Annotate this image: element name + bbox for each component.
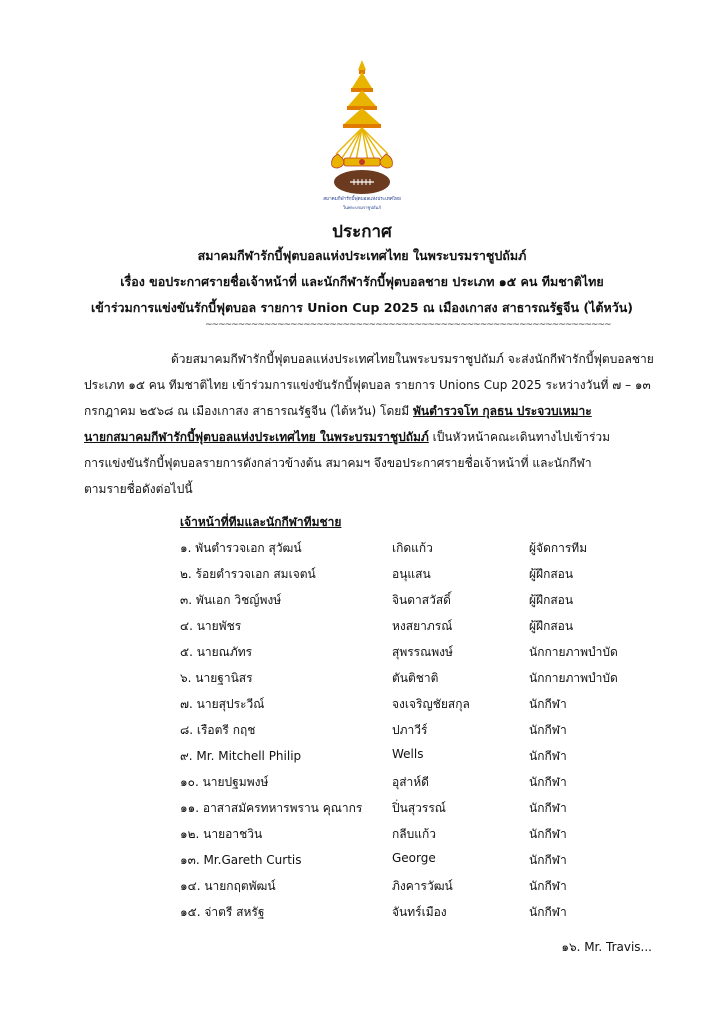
member-surname: เกิดแก้ว (392, 541, 433, 555)
subject-line-2: เข้าร่วมการแข่งขันรักบี้ฟุตบอล รายการ Union Cup 2025 ณ เมืองเกาสง สาธารณรัฐจีน (ไต้หวัน) (90, 300, 634, 315)
member-role: นักกีฬา (529, 827, 567, 841)
body-paragraph-line: ประเภท ๑๕ คน ทีมชาติไทย เข้าร่วมการแข่งขันรักบี้ฟุตบอล รายการ Unions Cup 2025 ระหว่างวันที่ ๗ – ๑๓ (84, 378, 651, 392)
body-paragraph-line: ด้วยสมาคมกีฬารักบี้ฟุตบอลแห่งประเทศไทยในพระบรมราชูปถัมภ์ จะส่งนักกีฬารักบี้ฟุตบอลชาย (171, 352, 654, 366)
member-surname: George (392, 851, 436, 865)
member-role: ผู้ฝึกสอน (529, 619, 574, 633)
roster-row (0, 747, 724, 765)
roster-row (0, 565, 724, 583)
roster-heading: เจ้าหน้าที่ทีมและนักกีฬาทีมชาย (180, 515, 342, 529)
member-role: นักกีฬา (529, 801, 567, 815)
association-logo (316, 58, 408, 216)
member-name: ๔. นายพัชร (180, 619, 242, 633)
member-surname: ตันติชาติ (392, 671, 439, 685)
member-role: นักกีฬา (529, 853, 567, 867)
body-paragraph-line (84, 403, 644, 419)
member-name: ๖. นายฐานิสร (180, 671, 253, 685)
member-surname: สุพรรณพงษ์ (392, 645, 453, 659)
member-surname: Wells (392, 747, 424, 761)
roster-row (0, 773, 724, 791)
member-role: ผู้ฝึกสอน (529, 593, 574, 607)
roster-row (0, 539, 724, 557)
body-text: กรกฎาคม ๒๕๖๘ ณ เมืองเกาสง สาธารณรัฐจีน (ไต้หวัน) โดยมี (84, 404, 414, 418)
leader-name: พันตำรวจโท กุลธน ประจวบเหมาะ (413, 404, 592, 418)
roster-row (0, 721, 724, 739)
header-divider: ~~~~~~~~~~~~~~~~~~~~~~~~~~~~~~~~~~~~~~~~~~~~~~~~~~~~~~~~~~~~~~ (205, 320, 611, 330)
svg-text:ในพระบรมราชูปถัมภ์: ในพระบรมราชูปถัมภ์ (343, 205, 381, 210)
member-name: ๑๓. Mr.Gareth Curtis (180, 853, 302, 867)
member-role: นักกีฬา (529, 775, 567, 789)
page-title: ประกาศ (332, 222, 392, 242)
member-name: ๑๑. อาสาสมัครทหารพราน คุณากร (180, 801, 363, 815)
roster-row (0, 591, 724, 609)
member-name: ๓. พันเอก วิชญ์พงษ์ (180, 593, 282, 607)
association-name: สมาคมกีฬารักบี้ฟุตบอลแห่งประเทศไทย ในพระบรมราชูปถัมภ์ (197, 248, 527, 263)
roster-row (0, 617, 724, 635)
member-surname: ปิ่นสุวรรณ์ (392, 801, 446, 815)
member-surname: กลีบแก้ว (392, 827, 436, 841)
member-name: ๒. ร้อยตำรวจเอก สมเจตน์ (180, 567, 316, 581)
roster-row (0, 799, 724, 817)
member-role: นักกีฬา (529, 879, 567, 893)
roster-row (0, 643, 724, 661)
body-text: เป็นหัวหน้าคณะเดินทางไปเข้าร่วม (428, 430, 611, 444)
crest-icon (316, 58, 408, 216)
subject-line: เรื่อง ขอประกาศรายชื่อเจ้าหน้าที่ และนักกีฬารักบี้ฟุตบอลชาย ประเภท ๑๕ คน ทีมชาติไทย (120, 274, 604, 289)
member-role: ผู้ฝึกสอน (529, 567, 574, 581)
leader-title: นายกสมาคมกีฬารักบี้ฟุตบอลแห่งประเทศไทย ในพระบรมราชูปถัมภ์ (84, 430, 429, 444)
member-surname: หงสยาภรณ์ (392, 619, 453, 633)
body-paragraph-line: ตามรายชื่อดังต่อไปนี้ (84, 482, 193, 496)
member-surname: ปภาวีร์ (392, 723, 428, 737)
member-surname: ภิงคารวัฒน์ (392, 879, 453, 893)
member-name: ๑๔. นายกฤตพัฒน์ (180, 879, 276, 893)
member-surname: จินดาสวัสดิ์ (392, 593, 451, 607)
member-role: นักกีฬา (529, 905, 567, 919)
roster-row (0, 903, 724, 921)
member-role: ผู้จัดการทีม (529, 541, 588, 555)
roster-row (0, 695, 724, 713)
member-surname: อนุแสน (392, 567, 431, 581)
member-surname: จันทร์เมือง (392, 905, 447, 919)
member-surname: อุส่าห์ดี (392, 775, 429, 789)
member-role: นักกายภาพบำบัด (529, 645, 618, 659)
member-name: ๑๐. นายปฐมพงษ์ (180, 775, 269, 789)
member-role: นักกีฬา (529, 697, 567, 711)
member-name: ๕. นายณภัทร (180, 645, 253, 659)
body-paragraph-line: การแข่งขันรักบี้ฟุตบอลรายการดังกล่าวข้างต้น สมาคมฯ จึงขอประกาศรายชื่อเจ้าหน้าที่ และนักกีฬา (84, 456, 592, 470)
svg-text:สมาคมกีฬารักบี้ฟุตบอลแห่งประเท: สมาคมกีฬารักบี้ฟุตบอลแห่งประเทศไทย (323, 197, 401, 202)
continued-marker: ๑๖. Mr. Travis... (561, 940, 652, 954)
member-role: นักกายภาพบำบัด (529, 671, 618, 685)
member-role: นักกีฬา (529, 749, 567, 763)
member-name: ๑๕. จ่าตรี สหรัฐ (180, 905, 265, 919)
member-name: ๙. Mr. Mitchell Philip (180, 749, 302, 763)
roster-row (0, 669, 724, 687)
roster-row (0, 877, 724, 895)
member-name: ๘. เรือตรี กฤช (180, 723, 256, 737)
member-surname: จงเจริญชัยสกุล (392, 697, 470, 711)
member-name: ๗. นายสุประวีณ์ (180, 697, 265, 711)
roster-row (0, 851, 724, 869)
body-paragraph-line (84, 429, 644, 445)
roster-row (0, 825, 724, 843)
member-name: ๑๒. นายอาชวิน (180, 827, 263, 841)
member-name: ๑. พันตำรวจเอก สุวัฒน์ (180, 541, 302, 555)
member-role: นักกีฬา (529, 723, 567, 737)
